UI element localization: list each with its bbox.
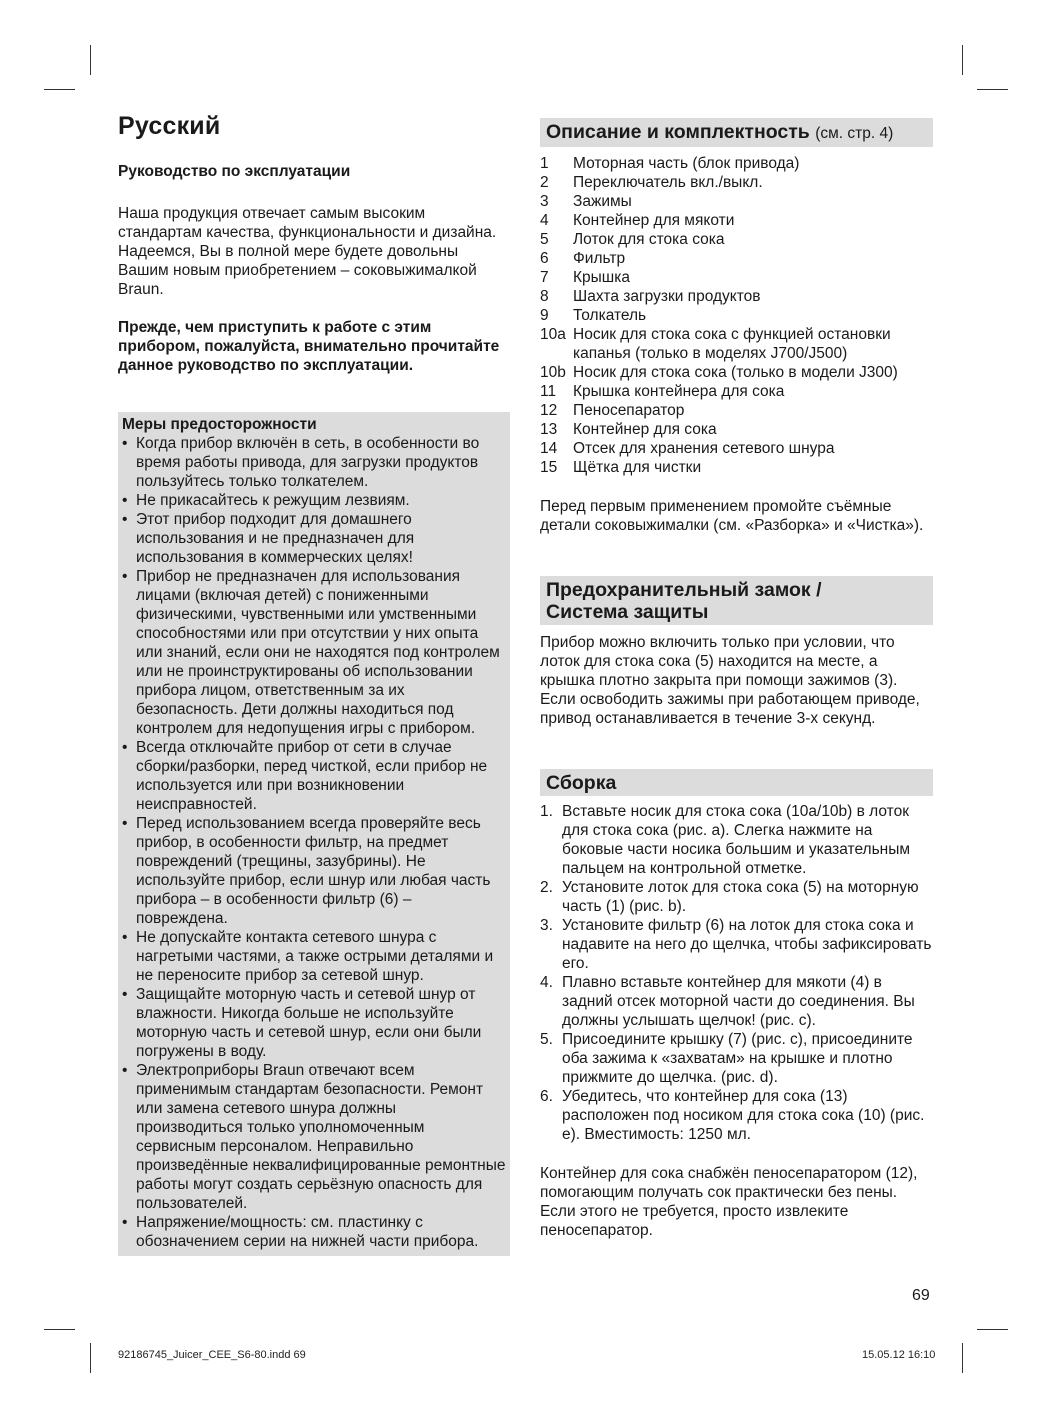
footer-date: 15.05.12 16:10: [862, 1349, 936, 1361]
bullet-icon: •: [122, 929, 128, 946]
safety-precautions-box: [118, 412, 510, 1256]
right-column: [540, 118, 933, 1240]
description-page-ref: (см. стр. 4): [815, 125, 894, 142]
crop-mark-bottom-left-horizontal: [44, 1329, 75, 1330]
bullet-icon: •: [122, 492, 128, 509]
safety-item: • Не допускайте контакта сетевого шнура с нагретыми частями, а также острыми деталями и не переносите прибор за сетевой шнур.: [122, 929, 494, 984]
parts-item: 5 Лоток для стока сока: [540, 231, 725, 248]
assembly-title: Сборка: [546, 772, 617, 794]
bullet-icon: •: [122, 1062, 128, 1079]
bullet-icon: •: [122, 1214, 128, 1231]
left-column: [118, 112, 510, 1256]
language-title: Русский: [118, 112, 221, 140]
parts-item: 9 Толкатель: [540, 307, 647, 324]
safety-lock-title-line1: Предохранительный замок /: [546, 579, 822, 601]
notice-paragraph: Прежде, чем приступить к работе с этим прибором, пожалуйста, внимательно прочитайте данное руководство по эксплуатации.: [118, 319, 500, 374]
parts-item: 12 Пеносепаратор: [540, 402, 685, 419]
safety-item: • Когда прибор включён в сеть, в особенности во время работы привода, для загрузки продуктов пользуйтесь только толкателем.: [122, 435, 480, 490]
intro-paragraph: Наша продукция отвечает самым высоким стандартам качества, функциональности и дизайна. Надеемся, Вы в полной мере будете довольны Вашим новым приобретением – соковыжималкой Braun.: [118, 205, 497, 298]
assembly-step: 6. Убедитесь, что контейнер для сока (13) расположен под носиком для стока сока (10) (рис. e). Вместимость: 1250 мл.: [540, 1088, 925, 1143]
crop-mark-bottom-left-vertical: [90, 1343, 91, 1373]
bullet-icon: •: [122, 511, 128, 528]
assembly-steps: [540, 802, 933, 1144]
parts-list: [540, 154, 933, 477]
assembly-step: 3. Установите фильтр (6) на лоток для стока сока и надавите на него до щелчка, чтобы зафиксировать его.: [540, 917, 932, 972]
foam-separator-note: Контейнер для сока снабжён пеносепаратором (12), помогающим получать сок практически без пены.: [540, 1165, 918, 1201]
bullet-icon: •: [122, 568, 128, 585]
bullet-icon: •: [122, 435, 128, 452]
safety-title: Меры предосторожности: [122, 416, 317, 433]
footer-file-info: 92186745_Juicer_CEE_S6-80.indd 69: [118, 1349, 306, 1361]
assembly-heading: [540, 769, 933, 796]
parts-item: 15 Щётка для чистки: [540, 459, 702, 476]
safety-item: • Электроприборы Braun отвечают всем применимым стандартам безопасности. Ремонт или замена сетевого шнура должны производиться только уполномоченным сервисным персоналом. Неправильно произведённые неквалифицированные ремонтные работы могут создать серьёзную опасность для пользователей.: [122, 1062, 506, 1212]
first-use-note: Перед первым применением промойте съёмные детали соковыжималки (см. «Разборка» и «Чистка»).: [540, 498, 924, 534]
safety-list: [122, 434, 506, 1251]
description-heading: [540, 118, 933, 147]
parts-item: 3 Зажимы: [540, 193, 632, 210]
parts-item: 10b Носик для стока сока (только в модели J300): [540, 364, 898, 381]
safety-item: • Прибор не предназначен для использования лицами (включая детей) с пониженными физическими, чувственными или умственными способностями или при отсутствии у них опыта или знаний, если они не находятся под контролем или не проинструктированы об использовании прибора лицом, ответственным за их безопасность. Дети должны находиться под контролем для недопущения игры с прибором.: [122, 568, 500, 737]
page-number: 69: [912, 1287, 930, 1304]
bullet-icon: •: [122, 986, 128, 1003]
crop-mark-bottom-right-vertical: [962, 1343, 963, 1373]
safety-item: • Всегда отключайте прибор от сети в случае сборки/разборки, перед чисткой, если прибор не используется или при возникновении неисправностей.: [122, 739, 488, 813]
parts-item: 4 Контейнер для мякоти: [540, 212, 735, 229]
manual-title: Руководство по эксплуатации: [118, 163, 351, 180]
parts-item: 11 Крышка контейнера для сока: [540, 383, 785, 400]
crop-mark-top-right-vertical: [962, 45, 963, 75]
safety-lock-text: Прибор можно включить только при условии, что лоток для стока сока (5) находится на месте, а крышка плотно закрыта при помощи зажимов (3). Если освободить зажимы при работающем приводе, привод останавливается в течение 3-х секунд.: [540, 634, 920, 727]
assembly-step: 5. Присоедините крышку (7) (рис. c), присоедините оба зажима к «захватам» на крышке и плотно прижмите до щелчка. (рис. d).: [540, 1031, 913, 1086]
crop-mark-top-left-horizontal: [44, 89, 75, 90]
parts-item: 2 Переключатель вкл./выкл.: [540, 174, 763, 191]
crop-mark-bottom-right-horizontal: [977, 1329, 1008, 1330]
parts-item: 10a Носик для стока сока с функцией остановки капанья (только в моделях J700/J500): [540, 326, 891, 362]
bullet-icon: •: [122, 739, 128, 756]
safety-lock-title-line2: Система защиты: [546, 601, 709, 623]
crop-mark-top-left-vertical: [90, 45, 91, 75]
crop-mark-top-right-horizontal: [977, 89, 1008, 90]
parts-item: 6 Фильтр: [540, 250, 626, 267]
safety-lock-heading: [540, 576, 933, 625]
parts-item: 13 Контейнер для сока: [540, 421, 717, 438]
description-title: Описание и комплектность: [546, 121, 810, 143]
assembly-step: 2. Установите лоток для стока сока (5) на моторную часть (1) (рис. b).: [540, 879, 919, 915]
parts-item: 14 Отсек для хранения сетевого шнура: [540, 440, 835, 457]
safety-item: • Напряжение/мощность: см. пластинку с обозначением серии на нижней части прибора.: [122, 1214, 479, 1250]
parts-item: 8 Шахта загрузки продуктов: [540, 288, 761, 305]
safety-item: • Не прикасайтесь к режущим лезвиям.: [122, 492, 410, 509]
safety-item: • Этот прибор подходит для домашнего использования и не предназначен для использования в коммерческих целях!: [122, 511, 415, 566]
safety-item: • Перед использованием всегда проверяйте весь прибор, в особенности фильтр, на предмет повреждений (трещины, зазубрины). Не используйте прибор, если шнур или любая часть прибора – в особенности фильтр (6) – повреждена.: [122, 815, 491, 927]
parts-item: 1 Моторная часть (блок привода): [540, 155, 800, 172]
assembly-step: 1. Вставьте носик для стока сока (10a/10b) в лоток для стока сока (рис. a). Слегка нажмите на боковые части носика большим и указательным пальцем на контрольной отметке.: [540, 803, 911, 877]
foam-separator-remove-note: Если этого не требуется, просто извлеките пеносепаратор.: [540, 1203, 849, 1239]
parts-item: 7 Крышка: [540, 269, 630, 286]
assembly-step: 4. Плавно вставьте контейнер для мякоти (4) в задний отсек моторной части до соединения. Вы должны услышать щелчок! (рис. c).: [540, 974, 915, 1029]
bullet-icon: •: [122, 815, 128, 832]
safety-item: • Защищайте моторную часть и сетевой шнур от влажности. Никогда больше не используйте моторную часть и сетевой шнур, если они были погружены в воду.: [122, 986, 482, 1060]
